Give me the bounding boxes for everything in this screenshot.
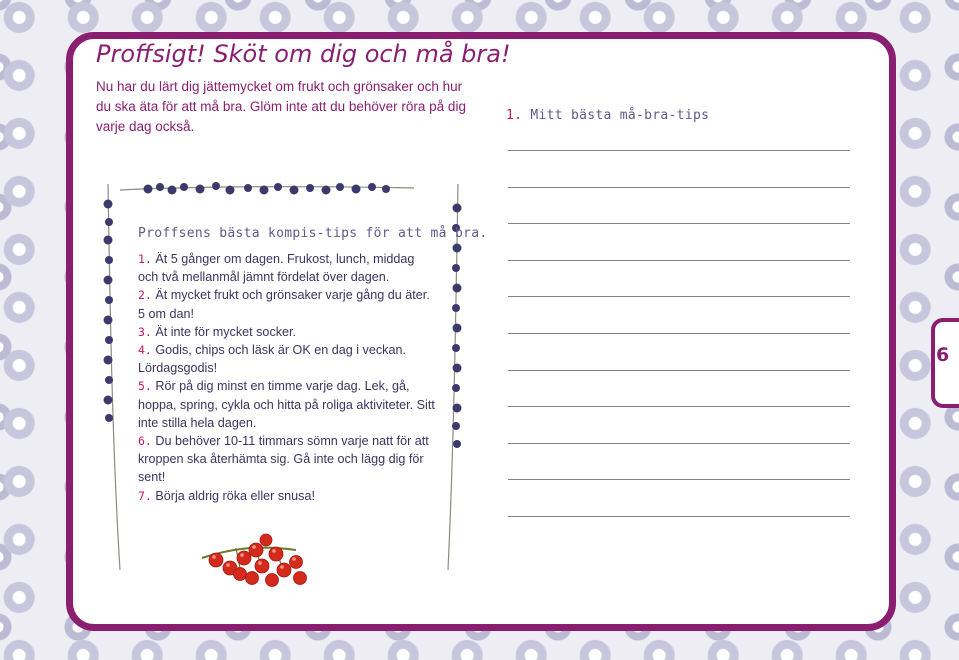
left-vine-decoration [98, 182, 124, 572]
top-vine-decoration [118, 178, 418, 200]
list-item: 5. Rör på dig minst en timme varje dag. Lek, gå, hoppa, spring, cykla och hitta på roliga aktiviteter. Sitt inte stilla hela dagen. [138, 379, 435, 430]
writing-line [508, 406, 850, 407]
writing-line [508, 370, 850, 371]
list-item: 6. Du behöver 10-11 timmars sömn varje natt för att kroppen ska återhämta sig. Gå inte och lägg dig för sent! [138, 434, 429, 485]
writing-lines [508, 150, 850, 553]
writing-line [508, 223, 850, 224]
writing-line [508, 260, 850, 261]
list-item: 4. Godis, chips och läsk är OK en dag i veckan. Lördagsgodis! [138, 343, 406, 376]
writing-line [508, 296, 850, 297]
my-tips-heading: 1. Mitt bästa må-bra-tips [506, 108, 710, 123]
writing-line [508, 516, 850, 517]
kompis-tips-heading: Proffsens bästa kompis-tips för att må bra. [138, 226, 488, 241]
writing-line [508, 443, 850, 444]
writing-line [508, 150, 850, 151]
list-item: 1. Ät 5 gånger om dagen. Frukost, lunch, middag och två mellanmål jämnt fördelat över dagen. [138, 252, 415, 285]
writing-line [508, 479, 850, 480]
intro-text: Nu har du lärt dig jättemycket om frukt och grönsaker och hur du ska äta för att må bra. Glöm inte att du behöver röra på dig varje dag också. [96, 79, 466, 134]
writing-line [508, 187, 850, 188]
list-item: 2. Ät mycket frukt och grönsaker varje gång du äter. 5 om dan! [138, 288, 430, 321]
red-currants-image [196, 528, 326, 594]
list-item: 3. Ät inte för mycket socker. [138, 324, 297, 339]
page-number: 6 [936, 344, 950, 366]
writing-line [508, 333, 850, 334]
page-title: Proffsigt! Sköt om dig och må bra! [96, 40, 511, 68]
tips-list [138, 250, 438, 505]
list-item: 7. Börja aldrig röka eller snusa! [138, 488, 315, 503]
